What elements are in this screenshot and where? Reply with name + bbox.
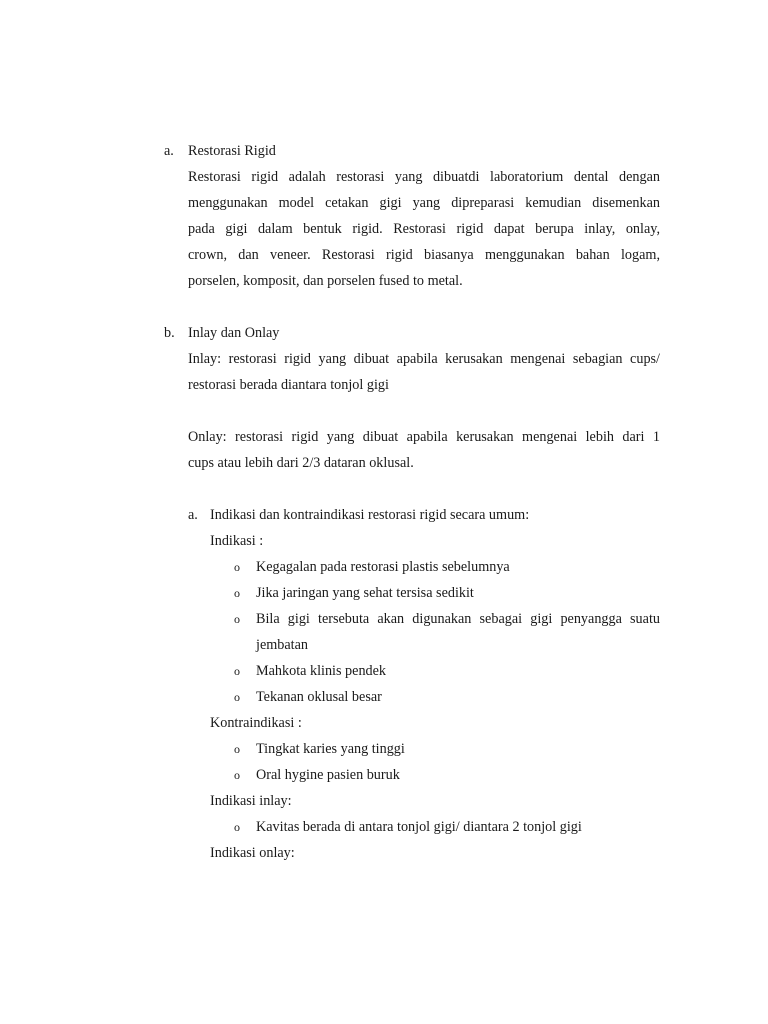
bullet-icon: o — [234, 586, 240, 600]
paragraph-line: porselen, komposit, dan porselen fused to metal. — [188, 273, 463, 289]
paragraph-line: crown, dan veneer. Restorasi rigid biasanya menggunakan bahan logam, — [188, 247, 660, 263]
onlay-definition-line: cups atau lebih dari 2/3 dataran oklusal. — [188, 455, 414, 471]
indikasi-inlay-label: Indikasi inlay: — [210, 793, 292, 809]
bullet-icon: o — [234, 742, 240, 756]
section-heading-inlay-onlay: Inlay dan Onlay — [188, 325, 280, 341]
indikasi-item: Tekanan oklusal besar — [256, 689, 382, 705]
paragraph-line: Restorasi rigid adalah restorasi yang dibuatdi laboratorium dental dengan — [188, 169, 660, 185]
indikasi-item: Kegagalan pada restorasi plastis sebelumnya — [256, 559, 510, 575]
indikasi-item-continuation: jembatan — [256, 637, 308, 653]
paragraph-line: menggunakan model cetakan gigi yang dipreparasi kemudian disemenkan — [188, 195, 660, 211]
list-marker-b: b. — [164, 325, 175, 341]
bullet-icon: o — [234, 612, 240, 626]
onlay-definition-line: Onlay: restorasi rigid yang dibuat apabila kerusakan mengenai lebih dari 1 — [188, 429, 660, 445]
kontraindikasi-item: Tingkat karies yang tinggi — [256, 741, 405, 757]
subsection-heading: Indikasi dan kontraindikasi restorasi rigid secara umum: — [210, 507, 530, 523]
list-marker-a: a. — [164, 143, 174, 159]
indikasi-item: Bila gigi tersebuta akan digunakan sebagai gigi penyangga suatu — [256, 611, 660, 627]
indikasi-label: Indikasi : — [210, 533, 264, 549]
section-heading-restorasi-rigid: Restorasi Rigid — [188, 143, 276, 159]
inlay-definition-line: restorasi berada diantara tonjol gigi — [188, 377, 389, 393]
indikasi-inlay-item: Kavitas berada di antara tonjol gigi/ diantara 2 tonjol gigi — [256, 819, 582, 835]
bullet-icon: o — [234, 820, 240, 834]
indikasi-item: Jika jaringan yang sehat tersisa sedikit — [256, 585, 474, 601]
kontraindikasi-label: Kontraindikasi : — [210, 715, 302, 731]
inlay-definition-line: Inlay: restorasi rigid yang dibuat apabila kerusakan mengenai sebagian cups/ — [188, 351, 660, 367]
bullet-icon: o — [234, 690, 240, 704]
indikasi-item: Mahkota klinis pendek — [256, 663, 387, 679]
list-marker-sub-a: a. — [188, 507, 198, 523]
bullet-icon: o — [234, 768, 240, 782]
kontraindikasi-item: Oral hygine pasien buruk — [256, 767, 400, 783]
bullet-icon: o — [234, 560, 240, 574]
indikasi-onlay-label: Indikasi onlay: — [210, 845, 295, 861]
bullet-icon: o — [234, 664, 240, 678]
paragraph-line: pada gigi dalam bentuk rigid. Restorasi rigid dapat berupa inlay, onlay, — [188, 221, 660, 237]
